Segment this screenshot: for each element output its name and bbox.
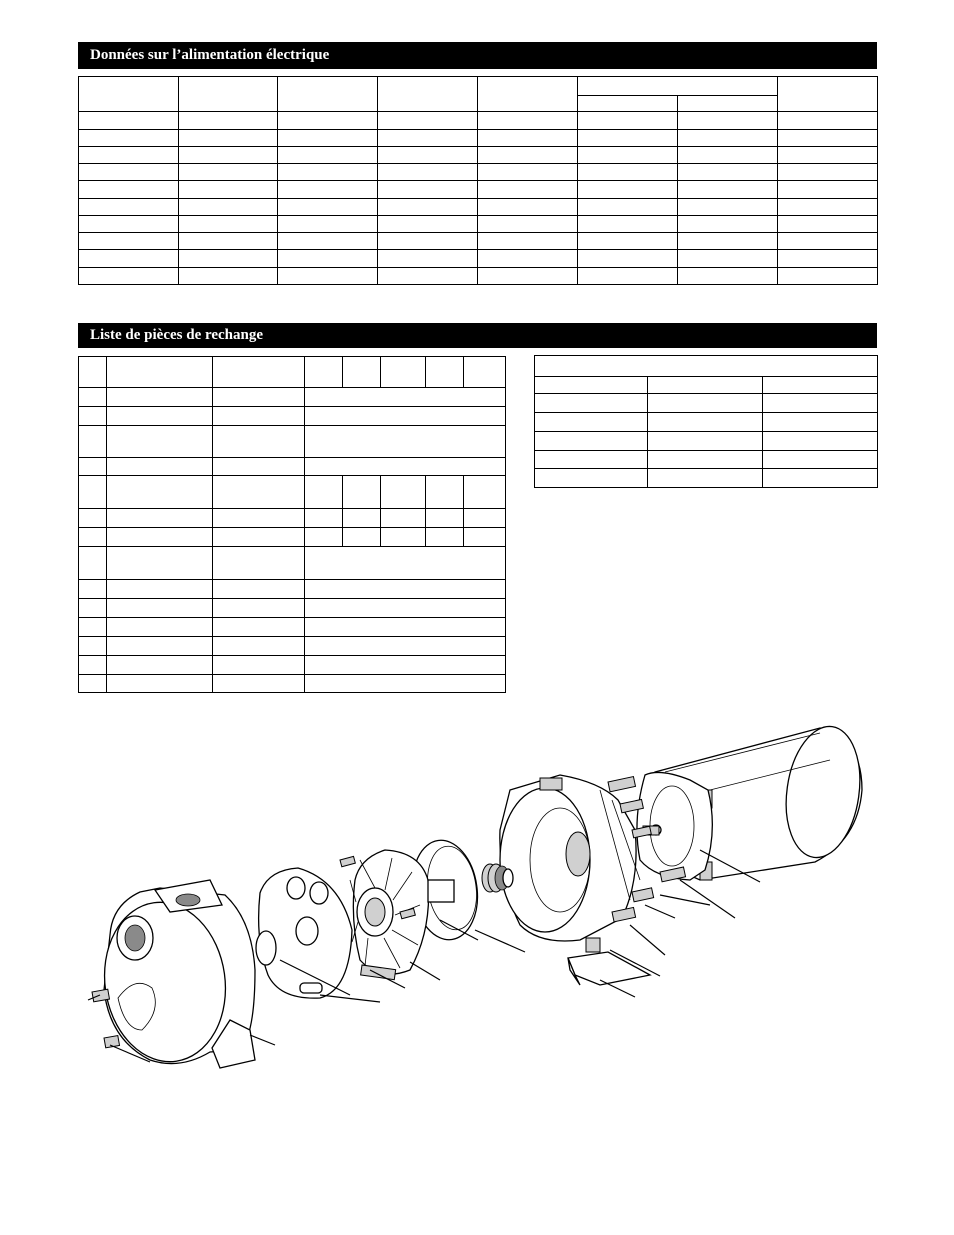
table-row [79, 129, 878, 146]
table-row [535, 451, 878, 469]
reference-table [534, 355, 878, 488]
stud-bottom [586, 938, 600, 952]
table-header-row [79, 357, 506, 388]
table-row [79, 146, 878, 163]
base-bracket [568, 952, 650, 985]
gasket [259, 868, 352, 998]
table-row [79, 509, 506, 528]
table-row [79, 528, 506, 547]
table-row [79, 388, 506, 407]
table-row [79, 656, 506, 675]
table-header-row [79, 77, 878, 96]
pump-housing [92, 880, 255, 1070]
table-row [79, 458, 506, 476]
table-row [535, 394, 878, 413]
table-row [79, 267, 878, 284]
pump-exploded-view-diagram [0, 700, 954, 1120]
table-row [535, 377, 878, 394]
table-header-row [535, 356, 878, 377]
table-row [79, 215, 878, 232]
table-row [79, 637, 506, 656]
power-data-section-header: Données sur l’alimentation électrique [78, 42, 877, 69]
parts-list-table [78, 356, 506, 693]
table-row [79, 407, 506, 426]
parts-list-section-header: Liste de pièces de rechange [78, 323, 877, 348]
o-ring [256, 931, 276, 965]
table-row [535, 432, 878, 451]
table-row [79, 599, 506, 618]
drain-plug-top [92, 989, 109, 1002]
table-row [535, 469, 878, 488]
table-row [79, 250, 878, 267]
table-row [79, 618, 506, 637]
stud-top [540, 778, 562, 790]
table-row [79, 476, 506, 509]
table-row [79, 547, 506, 580]
table-row [79, 580, 506, 599]
seal-plate [500, 775, 640, 952]
table-row [79, 198, 878, 215]
table-row [79, 233, 878, 250]
power-data-table [78, 76, 878, 285]
table-row [535, 413, 878, 432]
table-row [79, 426, 506, 458]
table-row [79, 112, 878, 129]
table-row [79, 164, 878, 181]
table-row [79, 675, 506, 693]
table-row [79, 181, 878, 198]
